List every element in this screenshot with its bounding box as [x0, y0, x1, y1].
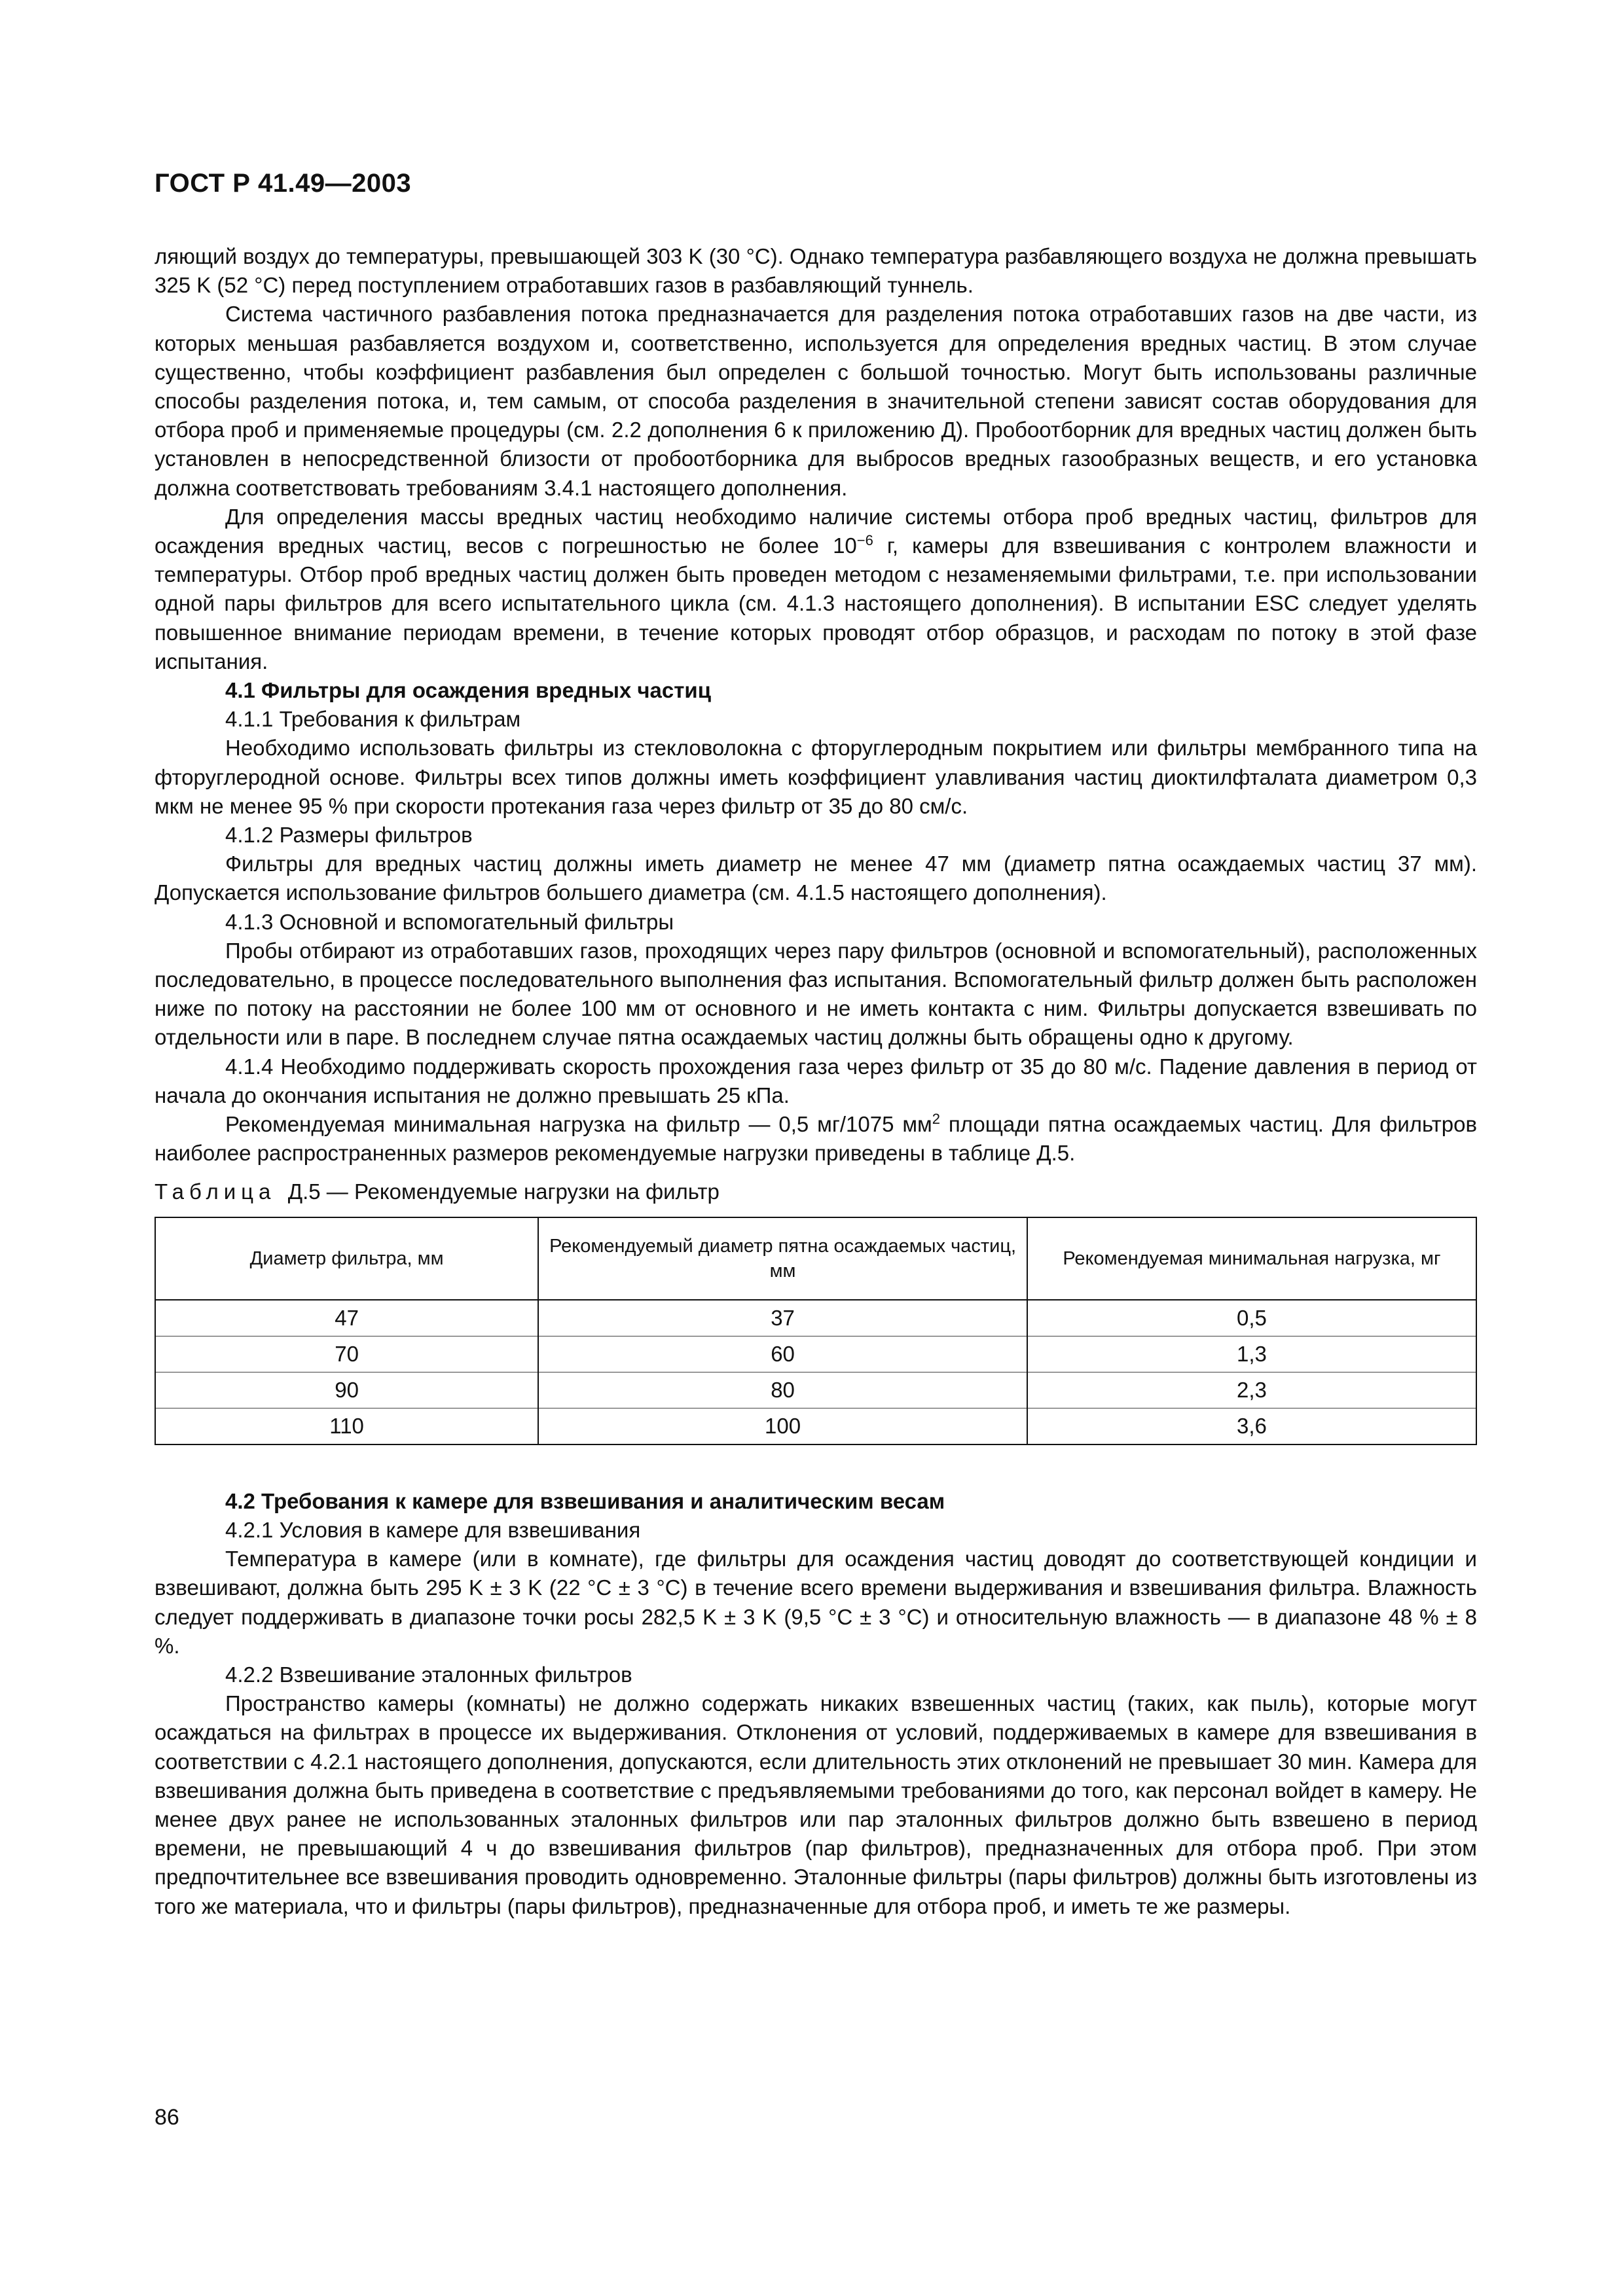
page-number: 86 — [155, 2105, 179, 2130]
filter-load-table — [155, 1217, 1477, 1445]
table-caption-label: Таблица — [155, 1179, 276, 1204]
paragraph: Пространство камеры (комнаты) не должно содержать никаких взвешенных частиц (таких, как пыль), которые могут осаждаться на фильтрах в процессе их выдерживания. Отклонения от условий, поддерживаемых в камере для взвешивания в соответствии с 4.2.1 настоящего дополнения, допускаются, если длительность этих отклонений не превышает 30 мин. Камера для взвешивания должна быть приведена в соответствие с предъявляемыми требованиями до того, как персонал войдет в камеру. Не менее двух ранее не использованных эталонных фильтров или пар эталонных фильтров должно быть взвешено в период времени, не превышающий 4 ч до взвешивания фильтров (пар фильтров), предназначенных для отбора проб. При этом предпочтительнее все взвешивания проводить одновременно. Эталонные фильтры (пары фильтров) должны быть изготовлены из того же материала, что и фильтры (пары фильтров), предназначенные для отбора проб, и иметь те же размеры. — [155, 1691, 1477, 1918]
table-caption-title: Д.5 — Рекомендуемые нагрузки на фильтр — [287, 1179, 720, 1204]
subsection-heading: 4.2.2 Взвешивание эталонных фильтров — [225, 1662, 632, 1687]
paragraph-text: Рекомендуемая минимальная нагрузка на фильтр — 0,5 мг/1075 мм — [225, 1112, 932, 1137]
superscript: 2 — [932, 1111, 940, 1128]
column-header: Диаметр фильтра, мм — [155, 1217, 538, 1300]
table-cell: 80 — [538, 1372, 1027, 1408]
paragraph: Температура в камере (или в комнате), где фильтры для осаждения частиц доводят до соответствующей кондиции и взвешивают, должна быть 295 K ± 3 K (22 °С ± 3 °С) в течение всего времени выдерживания и взвешивания фильтра. Влажность следует поддерживать в диапазоне точки росы 282,5 K ± 3 K (9,5 °С ± 3 °С) и относительную влажность — в диапазоне 48 % ± 8 %. — [155, 1547, 1477, 1658]
section-heading: 4.1 Фильтры для осаждения вредных частиц — [225, 678, 712, 703]
table-cell: 1,3 — [1027, 1336, 1476, 1372]
table-row — [155, 1300, 1476, 1336]
paragraph: Пробы отбирают из отработавших газов, проходящих через пару фильтров (основной и вспомогательный), расположенных последовательно, в процессе последовательного выполнения фаз испытания. Вспомогательный фильтр должен быть расположен ниже по потоку на расстоянии не более 100 мм от основного и не иметь контакта с ним. Фильтры допускается взвешивать по отдельности или в паре. В последнем случае пятна осаждаемых частиц должны быть обращены одно к другому. — [155, 938, 1477, 1050]
table-cell: 0,5 — [1027, 1300, 1476, 1336]
paragraph-text: г, камеры для взвешивания с контролем влажности и температуры. Отбор проб вредных частиц должен быть проведен методом с незаменяемыми фильтрами, т.е. при использовании одной пары фильтров для всего испытательного цикла (см. 4.1.3 настоящего дополнения). В испытании ESC следует уделять повышенное внимание периодам времени, в течение которых проводят отбор образцов, и расходам по потоку в этой фазе испытания. — [155, 533, 1477, 673]
table-cell: 37 — [538, 1300, 1027, 1336]
table-cell: 3,6 — [1027, 1408, 1476, 1444]
subsection-heading: 4.2.1 Условия в камере для взвешивания — [225, 1517, 641, 1542]
subsection-heading: 4.1.1 Требования к фильтрам — [225, 707, 521, 732]
table-row — [155, 1372, 1476, 1408]
table-cell: 100 — [538, 1408, 1027, 1444]
table-cell: 110 — [155, 1408, 538, 1444]
paragraph: Система частичного разбавления потока предназначается для разделения потока отработавших газов на две части, из которых меньшая разбавляется воздухом и, соответственно, используется для определения вредных частиц. В этом случае существенно, чтобы коэффициент разбавления был определен с большой точностью. Могут быть использованы различные способы разделения потока, и, тем самым, от способа разделения в значительной степени зависят состав оборудования для отбора проб и применяемые процедуры (см. 2.2 дополнения 6 к приложению Д). Пробоотборник для вредных частиц должен быть установлен в непосредственной близости от пробоотборника для выбросов вредных газообразных веществ, и его установка должна соответствовать требованиям 3.4.1 настоящего дополнения. — [155, 302, 1477, 500]
table-cell: 70 — [155, 1336, 538, 1372]
table-caption — [155, 1177, 1477, 1206]
paragraph: 4.1.4 Необходимо поддерживать скорость прохождения газа через фильтр от 35 до 80 м/с. Падение давления в период от начала до окончания испытания не должно превышать 25 кПа. — [155, 1054, 1477, 1107]
table-row — [155, 1336, 1476, 1372]
column-header: Рекомендуемый диаметр пятна осаждаемых частиц, мм — [538, 1217, 1027, 1300]
subsection-heading: 4.1.3 Основной и вспомогательный фильтры — [225, 909, 674, 934]
paragraph-text: Для определения массы вредных частиц необходимо наличие системы отбора проб вредных частиц, фильтров для осаждения вредных частиц, весов с погрешностью не более 10 — [155, 504, 1477, 558]
table-header-row — [155, 1217, 1476, 1300]
section-heading: 4.2 Требования к камере для взвешивания и аналитическим весам — [225, 1488, 945, 1513]
table-row — [155, 1408, 1476, 1444]
document-body — [155, 242, 1477, 1921]
paragraph: Необходимо использовать фильтры из стекловолокна с фторуглеродным покрытием или фильтры мембранного типа на фторуглеродной основе. Фильтры всех типов должны иметь коэффициент улавливания частиц диоктилфталата диаметром 0,3 мкм не менее 95 % при скорости протекания газа через фильтр от 35 до 80 см/с. — [155, 736, 1477, 818]
paragraph — [155, 1110, 1477, 1168]
paragraph-text: площади пятна осаждаемых частиц. Для фильтров наиболее распространенных размеров рекомендуемые нагрузки приведены в таблице Д.5. — [155, 1112, 1477, 1166]
superscript: −6 — [856, 532, 873, 549]
paragraph: ляющий воздух до температуры, превышающей 303 K (30 °С). Однако температура разбавляющего воздуха не должна превышать 325 K (52 °С) перед поступлением отработавших газов в разбавляющий туннель. — [155, 244, 1477, 298]
standard-designation: ГОСТ Р 41.49—2003 — [155, 169, 412, 198]
table-cell: 2,3 — [1027, 1372, 1476, 1408]
column-header: Рекомендуемая минимальная нагрузка, мг — [1027, 1217, 1476, 1300]
table-cell: 60 — [538, 1336, 1027, 1372]
table-cell: 47 — [155, 1300, 538, 1336]
table-cell: 90 — [155, 1372, 538, 1408]
paragraph: Фильтры для вредных частиц должны иметь диаметр не менее 47 мм (диаметр пятна осаждаемых частиц 37 мм). Допускается использование фильтров большего диаметра (см. 4.1.5 настоящего дополнения). — [155, 852, 1477, 905]
subsection-heading: 4.1.2 Размеры фильтров — [225, 823, 473, 848]
paragraph — [155, 503, 1477, 676]
